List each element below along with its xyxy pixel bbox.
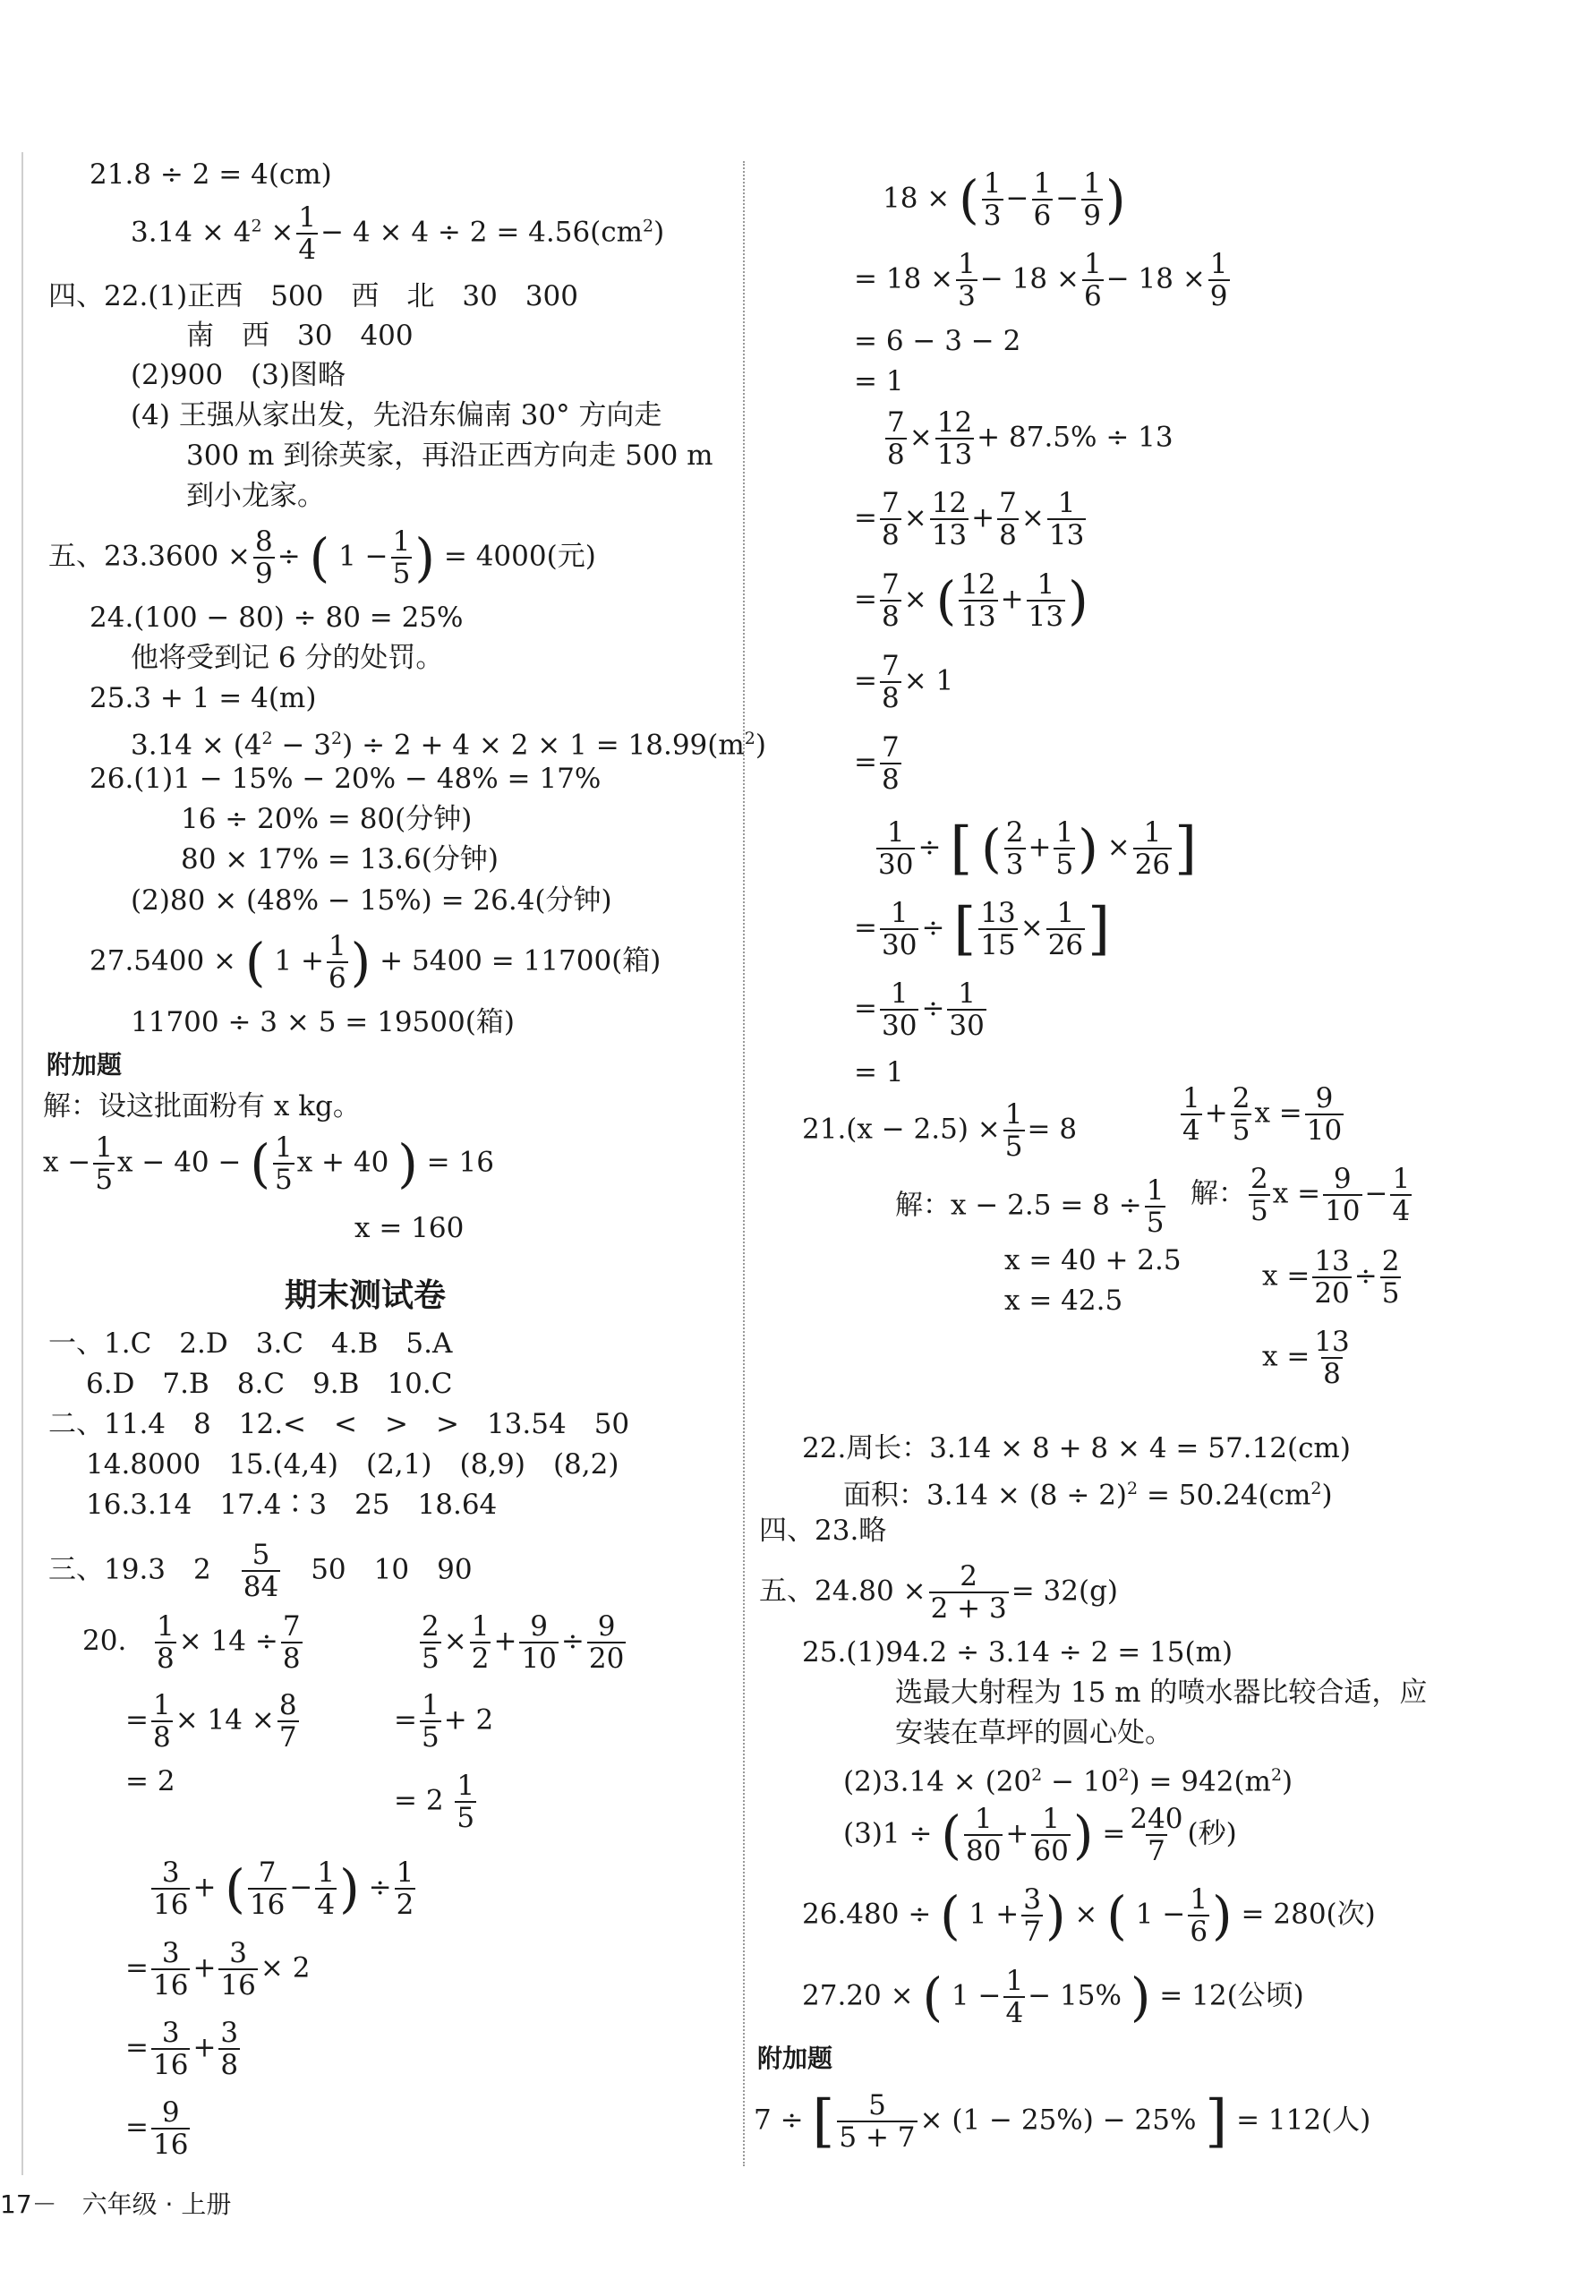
calc-r2-2: = $\frac{7}{8}$ × $\frac{12}{13}$ + $\frac{7}{8}$ × $\frac{1}{13}$ <box>854 487 1085 552</box>
eq-21b: $\frac{1}{4}$ + $\frac{2}{5}$ x = $\frac{9}{10}$ <box>1182 1082 1343 1148</box>
final-fill-2: 14.8000 15.(4,4) (2,1) (8,9) (8,2) <box>86 1448 619 1481</box>
calc-r3-4: = 1 <box>854 1056 904 1088</box>
answer-26-1: 26.(1)1 − 15% − 20% − 48% = 17% <box>90 763 602 795</box>
eq-21a-sol3: x = 42.5 <box>1004 1285 1123 1317</box>
bonus-heading-right: 附加题 <box>757 2044 833 2073</box>
calc-r2-4: = $\frac{7}{8}$ × 1 <box>854 650 954 715</box>
final-fill-3: 16.3.14 17.4∶3 25 18.64 <box>86 1489 498 1521</box>
answer-r24: 五、24.80 × $\frac{2}{2 + 3}$ = 32(g) <box>759 1560 1119 1626</box>
answer-r25-3: (3)1 ÷ ( $\frac{1}{80}$ + $\frac{1}{60}$ ) = $\frac{240}{7}$ (秒) <box>843 1803 1237 1868</box>
answer-22-4b: 300 m 到徐英家，再沿正西方向走 500 m <box>186 440 713 472</box>
bonus-left-3: x = 160 <box>354 1212 465 1244</box>
answer-25: 25.3 + 1 = 4(m) <box>90 682 317 714</box>
answer-23: 五、23.3600 × $\frac{8}{9}$ ÷ ( 1 − $\frac{1}{5}$ ) = 4000(元) <box>48 525 596 591</box>
answer-r23: 四、23.略 <box>759 1515 887 1547</box>
calc-r3-1: $\frac{1}{30}$ ÷ [ ( $\frac{2}{3}$ + $\frac{1}{5}$ ) × $\frac{1}{26}$ ] <box>878 815 1198 883</box>
answer-25b: $3.14 \times (4^2 - 3^2) \div 2 + 4 \times 2 \times 1 = 18.99(m^2)$ <box>131 729 766 762</box>
page-edge-line <box>21 152 23 2175</box>
eq-21b-sol3: x = $\frac{13}{8}$ <box>1262 1326 1350 1391</box>
answer-r22a: 22.周长：3.14 × 8 + 8 × 4 = 57.12(cm) <box>802 1432 1351 1464</box>
calc-20b-1: $\frac{2}{5}$ × $\frac{1}{2}$ + $\frac{9}{10}$ ÷ $\frac{9}{20}$ <box>422 1610 625 1676</box>
answer-r25-1c: 安装在草坪的圆心处。 <box>895 1717 1173 1749</box>
final-choice-1: 一、1.C 2.D 3.C 4.B 5.A <box>48 1327 453 1360</box>
answer-22-1b: 南 西 30 400 <box>186 320 414 352</box>
eq-21a-sol2: x = 40 + 2.5 <box>1004 1244 1182 1276</box>
eq-21b-sol2: x = $\frac{13}{20}$ ÷ $\frac{2}{5}$ <box>1262 1245 1400 1310</box>
calc-r2-1: $\frac{7}{8}$ × $\frac{12}{13}$ + 87.5% ÷ 13 <box>887 406 1174 472</box>
section-title-final: 期末测试卷 <box>285 1277 447 1314</box>
answer-22-4: (4) 王强从家出发，先沿东偏南 30° 方向走 <box>131 399 662 431</box>
answer-27b: 11700 ÷ 3 × 5 = 19500(箱) <box>131 1006 515 1038</box>
eq-21a: 21.(x − 2.5) × $\frac{1}{5}$ = 8 <box>802 1098 1078 1164</box>
answer-24b: 他将受到记 6 分的处罚。 <box>131 642 444 674</box>
calc-20c-2: = $\frac{3}{16}$ + $\frac{3}{16}$ × 2 <box>125 1937 311 2002</box>
bonus-heading-left: 附加题 <box>47 1050 123 1080</box>
answer-21-area: $3.14 \times 4^2$ × $\frac{1}{4}$ − $4 \times 4 \div 2 = 4.56(cm^2)$ <box>131 201 665 267</box>
calc-20a-1: $\frac{1}{8}$ × 14 ÷ $\frac{7}{8}$ <box>157 1610 301 1676</box>
calc-20a-3: = 2 <box>125 1765 175 1797</box>
calc-r1-1: 18 × ( $\frac{1}{3}$ − $\frac{1}{6}$ − $\frac{1}{9}$ ) <box>883 167 1126 233</box>
calc-r2-3: = $\frac{7}{8}$ × ( $\frac{12}{13}$ + $\frac{1}{13}$ ) <box>854 568 1088 634</box>
answer-r25-2: $(2)3.14 \times (20^2 - 10^2) = 942(m^2)$ <box>843 1765 1293 1798</box>
calc-r3-2: = $\frac{1}{30}$ ÷ [ $\frac{13}{15}$ × $\frac{1}{26}$ ] <box>854 896 1111 963</box>
answer-r25-1b: 选最大射程为 15 m 的喷水器比较合适，应 <box>895 1677 1428 1709</box>
eq-21a-sol1: 解：x − 2.5 = 8 ÷ $\frac{1}{5}$ <box>895 1174 1165 1240</box>
eq-21b-sol1: 解： $\frac{2}{5}$ x = $\frac{9}{10}$ − $\frac{1}{4}$ <box>1191 1163 1411 1228</box>
answer-r25-1: 25.(1)94.2 ÷ 3.14 ÷ 2 = 15(m) <box>802 1636 1233 1669</box>
answer-22-2: (2)900 (3)图略 <box>131 359 346 391</box>
answer-r22b: 面积：$3.14 \times (8 \div 2)^2 = 50.24(cm^2)$ <box>843 1479 1333 1512</box>
answer-26-2: (2)80 × (48% − 15%) = 26.4(分钟) <box>131 884 612 917</box>
answer-24: 24.(100 − 80) ÷ 80 = 25% <box>90 602 464 634</box>
calc-20a-2: = $\frac{1}{8}$ × 14 × $\frac{8}{7}$ <box>125 1689 297 1754</box>
answer-22-4c: 到小龙家。 <box>186 480 325 512</box>
answer-r26: 26.480 ÷ ( 1 + $\frac{3}{7}$ ) × ( 1 − $\frac{1}{6}$ ) = 280(次) <box>802 1883 1376 1949</box>
calc-20b-3: = 2 $\frac{1}{5}$ <box>394 1770 475 1835</box>
bonus-left-2: x − $\frac{1}{5}$ x − 40 − ( $\frac{1}{5}$ x + 40 ) = 16 <box>43 1131 494 1197</box>
final-fill-1: 二、11.4 8 12.< < > > 13.54 50 <box>48 1408 630 1440</box>
final-choice-2: 6.D 7.B 8.C 9.B 10.C <box>86 1368 453 1400</box>
answer-26-1b: 16 ÷ 20% = 80(分钟) <box>181 803 473 835</box>
bonus-left-1: 解：设这批面粉有 x kg。 <box>43 1090 361 1122</box>
calc-r1-2: = 18 × $\frac{1}{3}$ − 18 × $\frac{1}{6}$ − 18 × $\frac{1}{9}$ <box>854 248 1228 313</box>
calc-20c-3: = $\frac{3}{16}$ + $\frac{3}{8}$ <box>125 2017 239 2082</box>
calc-r1-3: = 6 − 3 − 2 <box>854 325 1021 357</box>
final-20-label: 20. <box>82 1625 127 1657</box>
answer-22-1: 四、22.(1)正西 500 西 北 30 300 <box>48 280 578 312</box>
page-footer: 17－ 六年级 · 上册 <box>0 2189 232 2219</box>
calc-r2-5: = $\frac{7}{8}$ <box>854 731 900 797</box>
calc-r1-4: = 1 <box>854 365 904 397</box>
answer-27: 27.5400 × ( 1 + $\frac{1}{6}$ ) + 5400 = 11700(箱) <box>90 930 661 995</box>
answer-r27: 27.20 × ( 1 − $\frac{1}{4}$ − 15% ) = 12(公顷) <box>802 1965 1304 2030</box>
calc-20b-2: = $\frac{1}{5}$ + 2 <box>394 1689 494 1754</box>
calc-20c-1: $\frac{3}{16}$ + ( $\frac{7}{16}$ − $\frac{1}{4}$ ) ÷ $\frac{1}{2}$ <box>153 1856 414 1922</box>
bonus-right-eq: 7 ÷ [ $\frac{5}{5 + 7}$ × (1 − 25%) − 25% ] = 112(人) <box>754 2088 1371 2155</box>
column-divider <box>743 161 745 2166</box>
calc-r3-3: = $\frac{1}{30}$ ÷ $\frac{1}{30}$ <box>854 977 985 1043</box>
answer-26-1c: 80 × 17% = 13.6(分钟) <box>181 843 499 875</box>
final-19: 三、19.3 2 $\frac{5}{84}$ 50 10 90 <box>48 1539 473 1604</box>
calc-20c-4: = $\frac{9}{16}$ <box>125 2096 189 2162</box>
answer-21: 21.8 ÷ 2 = 4(cm) <box>90 158 332 191</box>
